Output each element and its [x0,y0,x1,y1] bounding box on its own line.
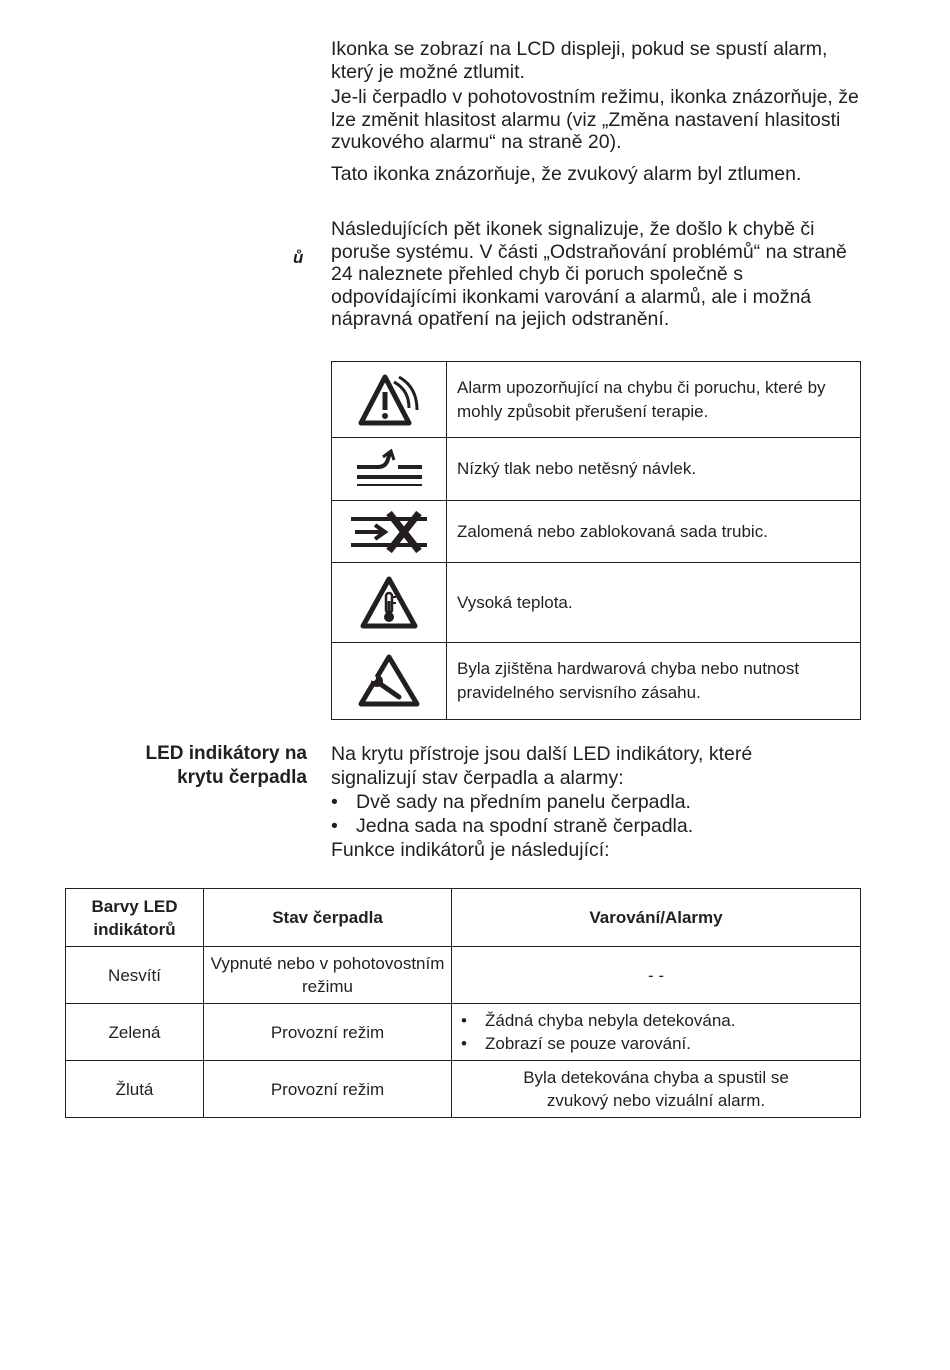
column-header-state: Stav čerpadla [204,889,452,947]
icon-row [332,438,861,501]
alarm-cell: - - [452,947,861,1004]
intro-paragraph-1: Ikonka se zobrazí na LCD displeji, pokud se spustí alarm, který je možné ztlumit. [331,38,828,83]
icon-cell [332,438,447,501]
list-item: • Dvě sady na předním panelu čerpadla. [331,790,791,814]
icon-cell [332,643,447,720]
alarm-cell: Byla detekována chyba a spustil se zvukový nebo vizuální alarm. [452,1061,861,1118]
icon-row [332,362,861,438]
pump-state-cell: Provozní režim [204,1061,452,1118]
list-item: • Zobrazí se pouze varování. [461,1032,860,1055]
intro-paragraph-3: Tato ikonka znázorňuje, že zvukový alarm byl ztlumen. [331,162,802,185]
led-color-cell: Nesvítí [66,947,204,1004]
led-section-text [331,742,791,862]
led-heading-line-2: krytu čerpadla [177,767,307,788]
column-header-alarms: Varování/Alarmy [452,889,861,947]
table-header-row [66,889,861,947]
low-pressure-icon [354,449,424,489]
led-color-cell: Žlutá [66,1061,204,1118]
alarm-list [452,1009,860,1055]
intro-text [331,38,871,331]
table-row [66,1061,861,1118]
led-heading-line-1: LED indikátory na [145,743,307,764]
icon-row [332,501,861,563]
intro-paragraph-2: Je-li čerpadlo v pohotovostním režimu, ikonka znázorňuje, že lze změnit hlasitost alarmu (viz „Změna nastavení hlasitosti zvukového alarmu“ na straně 20). [331,86,859,153]
icon-description: Byla zjištěna hardwarová chyba nebo nutnost pravidelného servisního zásahu. [447,643,861,720]
icon-row [332,643,861,720]
icon-description: Vysoká teplota. [447,563,861,643]
led-bullet-list [331,790,791,838]
pump-state-cell: Provozní režim [204,1004,452,1061]
icon-table [331,361,861,720]
icon-description: Nízký tlak nebo netěsný návlek. [447,438,861,501]
column-header-color: Barvy LED indikátorů [66,889,204,947]
blocked-tubing-icon [349,509,429,555]
service-wrench-icon [357,653,421,709]
icon-cell [332,501,447,563]
high-temperature-icon [359,575,419,631]
icon-description: Alarm upozorňující na chybu či poruchu, které by mohly způsobit přerušení terapie. [447,362,861,438]
list-item: • Jedna sada na spodní straně čerpadla. [331,814,791,838]
icon-row [332,563,861,643]
icon-cell [332,563,447,643]
list-item: • Žádná chyba nebyla detekována. [461,1009,860,1032]
led-section-heading [67,742,307,790]
icon-cell [332,362,447,438]
table-row [66,1004,861,1061]
pump-state-cell: Vypnuté nebo v pohotovostním režimu [204,947,452,1004]
intro-paragraph-4: Následujících pět ikonek signalizuje, že došlo k chybě či poruše systému. V části „Odstraňování problémů“ na straně 24 naleznete přehled chyb či poruch společně s odpovídajícími ikonkami varování a alarmů, ale i možná nápravná opatření na jejich odstranění. [331,218,847,330]
led-outro: Funkce indikátorů je následující: [331,839,610,861]
led-intro: Na krytu přístroje jsou další LED indikátory, které signalizují stav čerpadla a alarmy: [331,743,753,789]
alarm-cell [452,1004,861,1061]
alarm-warning-icon [357,372,421,428]
side-marker: ů [293,248,304,267]
icon-description: Zalomená nebo zablokovaná sada trubic. [447,501,861,563]
led-color-cell: Zelená [66,1004,204,1061]
led-table [65,888,861,1118]
table-row [66,947,861,1004]
